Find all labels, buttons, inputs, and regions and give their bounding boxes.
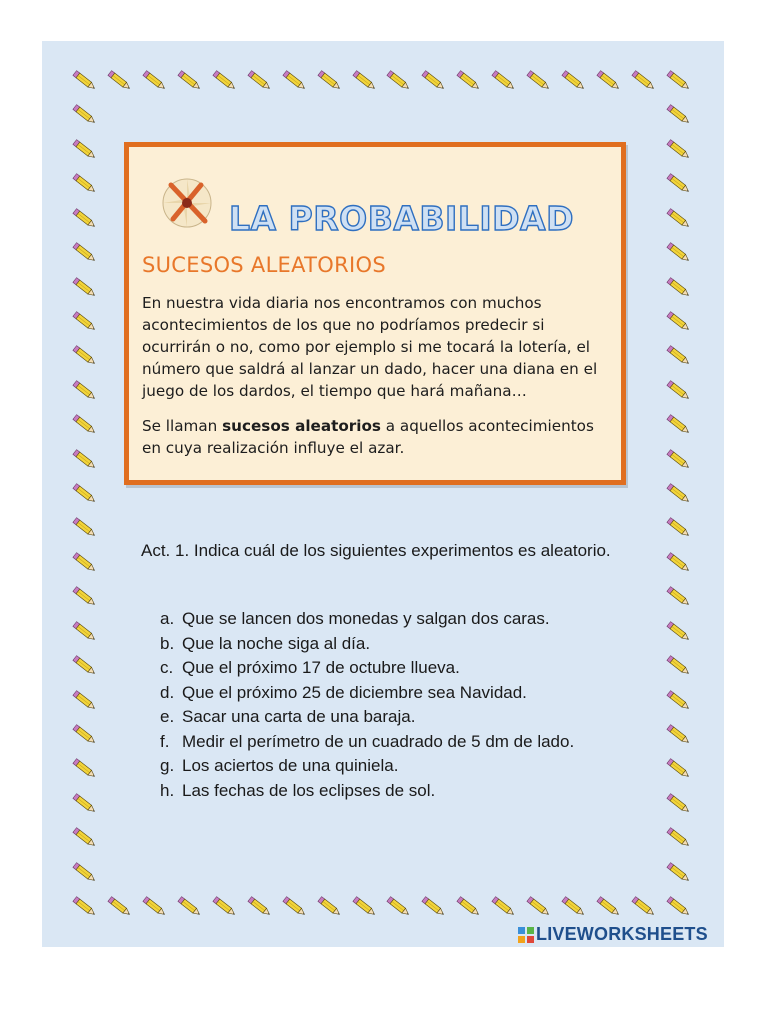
option-text: Que el próximo 25 de diciembre sea Navidad. bbox=[182, 682, 527, 702]
liveworksheets-logo[interactable] bbox=[518, 924, 708, 945]
activity-question: Act. 1. Indica cuál de los siguientes experimentos es aleatorio. bbox=[141, 541, 611, 560]
section-subtitle: SUCESOS ALEATORIOS bbox=[142, 253, 386, 277]
dartboard-target-icon bbox=[161, 177, 213, 229]
logo-grid-icon bbox=[518, 927, 534, 943]
option-letter: e. bbox=[160, 707, 175, 726]
logo-text: LIVEWORKSHEETS bbox=[536, 924, 708, 944]
option-letter: f. bbox=[160, 731, 170, 751]
definition-text-end: a aquellos acontecimientos en cuya realización influye el azar. bbox=[142, 417, 594, 457]
option-e[interactable] bbox=[160, 705, 605, 730]
option-d[interactable] bbox=[160, 681, 605, 706]
option-text: Que la noche siga al día. bbox=[182, 633, 371, 653]
options-list bbox=[160, 607, 605, 803]
option-letter: a. bbox=[160, 609, 175, 628]
info-box bbox=[124, 142, 626, 485]
definition-text-start: Se llaman bbox=[142, 417, 223, 435]
option-text: Los aciertos de una quiniela. bbox=[182, 756, 399, 775]
option-letter: h. bbox=[160, 780, 175, 800]
definition-paragraph bbox=[142, 415, 612, 459]
option-text: Medir el perímetro de un cuadrado de 5 dm de lado. bbox=[182, 731, 575, 751]
option-letter: g. bbox=[160, 756, 175, 775]
option-text: Que se lancen dos monedas y salgan dos caras. bbox=[182, 609, 550, 628]
option-c[interactable] bbox=[160, 656, 605, 681]
definition-term: sucesos aleatorios bbox=[222, 417, 381, 435]
page-title: LA PROBABILIDAD bbox=[229, 199, 574, 238]
option-text: Las fechas de los eclipses de sol. bbox=[182, 780, 436, 800]
option-letter: b. bbox=[160, 633, 175, 653]
option-b[interactable] bbox=[160, 632, 605, 657]
option-text: Que el próximo 17 de octubre llueva. bbox=[182, 658, 460, 677]
option-letter: d. bbox=[160, 682, 175, 702]
option-g[interactable] bbox=[160, 754, 605, 779]
option-letter: c. bbox=[160, 658, 174, 677]
option-a[interactable] bbox=[160, 607, 605, 632]
option-f[interactable] bbox=[160, 730, 605, 755]
intro-paragraph: En nuestra vida diaria nos encontramos con muchos acontecimientos de los que no podríamos predecir si ocurrirán o no, como por ejemplo si me tocará la lotería, el número que saldrá al lanzar un dado, hacer una diana en el juego de los dardos, el tiempo que hará mañana… bbox=[142, 294, 598, 400]
option-h[interactable] bbox=[160, 779, 605, 804]
option-text: Sacar una carta de una baraja. bbox=[182, 707, 416, 726]
